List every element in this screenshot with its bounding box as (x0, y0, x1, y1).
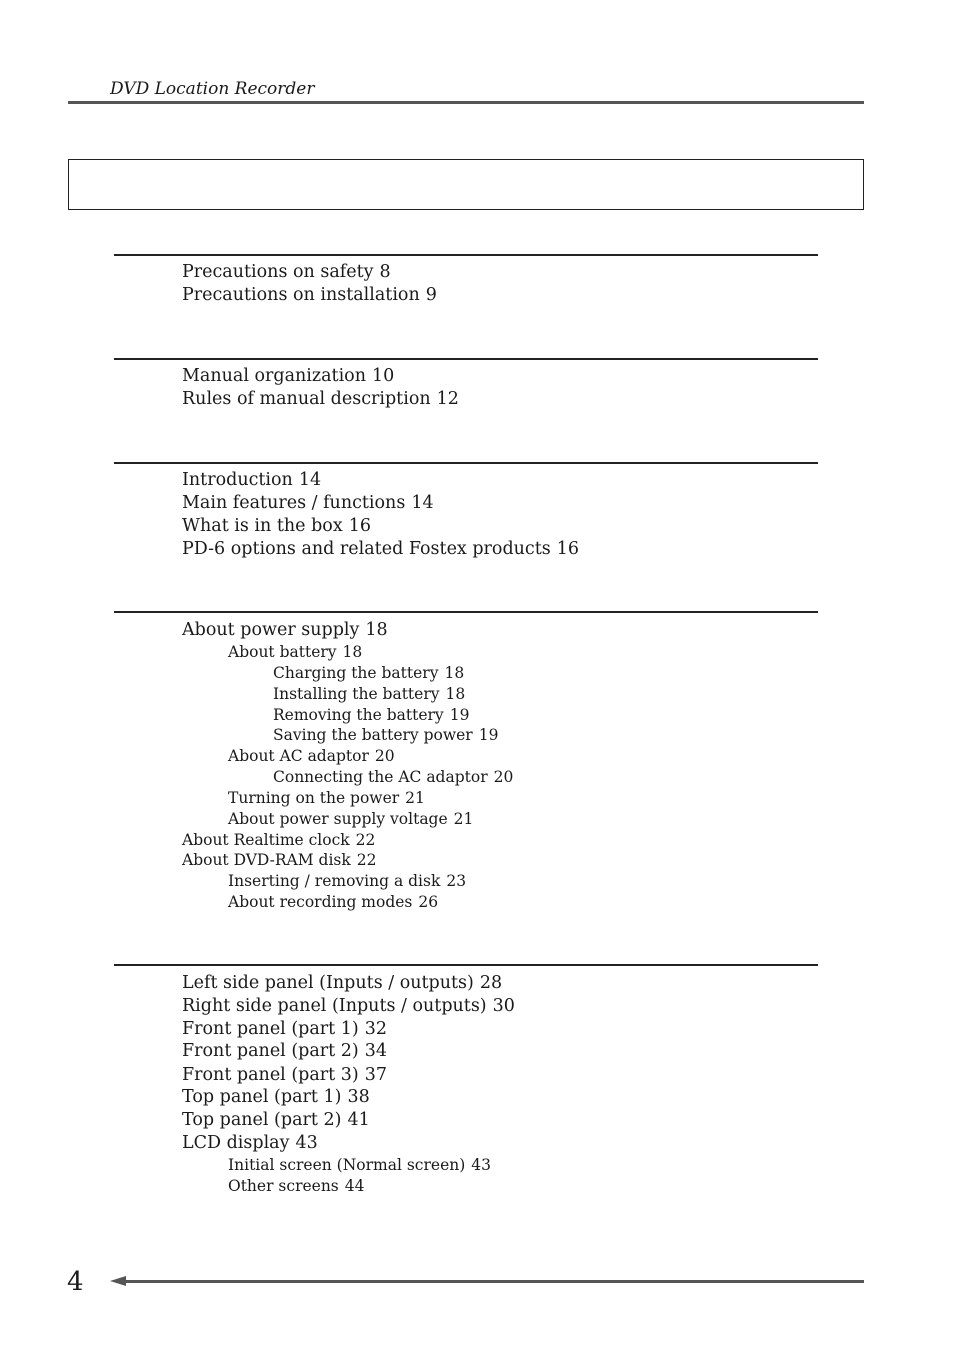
header-rule (68, 101, 864, 104)
footer-rule (124, 1280, 864, 1283)
toc-entry-label: Right side panel (Inputs / outputs) (182, 996, 487, 1016)
toc-entry-label: Top panel (part 1) (182, 1087, 342, 1107)
toc-entry-page: 30 (492, 996, 515, 1016)
toc-entry-label: Other screens (228, 1177, 339, 1195)
toc-entry-label: About recording modes (228, 893, 413, 911)
toc-entry-page: 43 (295, 1133, 318, 1153)
toc-entry-page: 21 (405, 789, 425, 807)
toc-entry-page: 18 (444, 664, 465, 682)
toc-entry-page: 21 (453, 810, 474, 828)
toc-entry-label: Turning on the power (228, 789, 400, 807)
toc-entry-page: 12 (436, 389, 459, 409)
toc-entry-page: 32 (364, 1019, 387, 1039)
toc-entry-page: 44 (344, 1177, 365, 1195)
toc-entry-label: Saving the battery power (273, 726, 473, 744)
toc-entry-label: About AC adaptor (228, 747, 369, 765)
toc-entry-page: 10 (371, 366, 395, 386)
toc-entry-label: Manual organization (182, 366, 366, 386)
toc-entry-page: 22 (356, 851, 377, 869)
toc-entry-label: About Realtime clock (182, 831, 350, 849)
toc-entry-page: 14 (411, 493, 434, 513)
toc-entry-label: Front panel (part 2) (182, 1041, 359, 1061)
toc-entry-label: Charging the battery (273, 664, 439, 682)
toc-entry-label: Top panel (part 2) (182, 1110, 342, 1130)
section-rule-2 (114, 358, 818, 360)
section-rule-1 (114, 254, 818, 256)
toc-entry-label: What is in the box (182, 516, 343, 536)
page-number: 4 (67, 1267, 84, 1297)
toc-entry-page: 18 (445, 685, 466, 703)
section-rule-3 (114, 462, 818, 464)
toc-entry-page: 19 (449, 706, 470, 724)
toc-entry-label: Front panel (part 3) (182, 1065, 359, 1085)
toc-entry-page: 23 (446, 872, 467, 890)
toc-entry-label: Inserting / removing a disk (228, 872, 441, 890)
toc-entry-page: 16 (348, 516, 371, 536)
toc-entry-page: 8 (379, 262, 391, 282)
toc-entry-page: 18 (342, 643, 363, 661)
toc-entry-label: Precautions on installation (182, 285, 420, 305)
toc-entry-page: 41 (347, 1110, 370, 1130)
toc-entry-page: 28 (479, 973, 503, 993)
toc-entry-label: Removing the battery (273, 706, 444, 724)
toc-entry-label: Left side panel (Inputs / outputs) (182, 973, 474, 993)
toc-entry-page: 38 (347, 1087, 370, 1107)
toc-entry-page: 20 (493, 768, 514, 786)
toc-entry-label: Introduction (182, 470, 293, 490)
toc-entry-label: About power supply voltage (228, 810, 448, 828)
toc-entry-page: 20 (374, 747, 395, 765)
toc-entry-page: 14 (298, 470, 322, 490)
toc-entry-page: 18 (365, 620, 388, 640)
toc-entry-page: 34 (364, 1041, 387, 1061)
toc-entry-page: 22 (355, 831, 376, 849)
toc-entry-label: Initial screen (Normal screen) (228, 1156, 466, 1174)
toc-entry-page: 16 (556, 539, 580, 559)
toc-entry-label: Rules of manual description (182, 389, 431, 409)
contents-title-box (68, 159, 864, 210)
toc-entry-page: 9 (425, 285, 437, 305)
toc-entry-label: Main features / functions (182, 493, 406, 513)
section-rule-4 (114, 611, 818, 613)
toc-entry-label: Connecting the AC adaptor (273, 768, 488, 786)
toc-entry-label: Precautions on safety (182, 262, 374, 282)
toc-entry-page: 43 (471, 1156, 492, 1174)
toc-entry-label: About DVD-RAM disk (182, 851, 351, 869)
toc-entry-label: Installing the battery (273, 685, 440, 703)
toc-entry-page: 19 (478, 726, 499, 744)
toc-entry-label: About power supply (182, 620, 360, 640)
toc-entry-page: 37 (364, 1065, 387, 1085)
toc-entry-label: PD-6 options and related Fostex products (182, 539, 551, 559)
section-rule-5 (114, 964, 818, 966)
toc-entry-label: LCD display (182, 1133, 290, 1153)
running-title: DVD Location Recorder (110, 79, 315, 99)
toc-entry-page: 26 (418, 893, 439, 911)
toc-entry-label: About battery (228, 643, 337, 661)
toc-entry-label: Front panel (part 1) (182, 1019, 359, 1039)
